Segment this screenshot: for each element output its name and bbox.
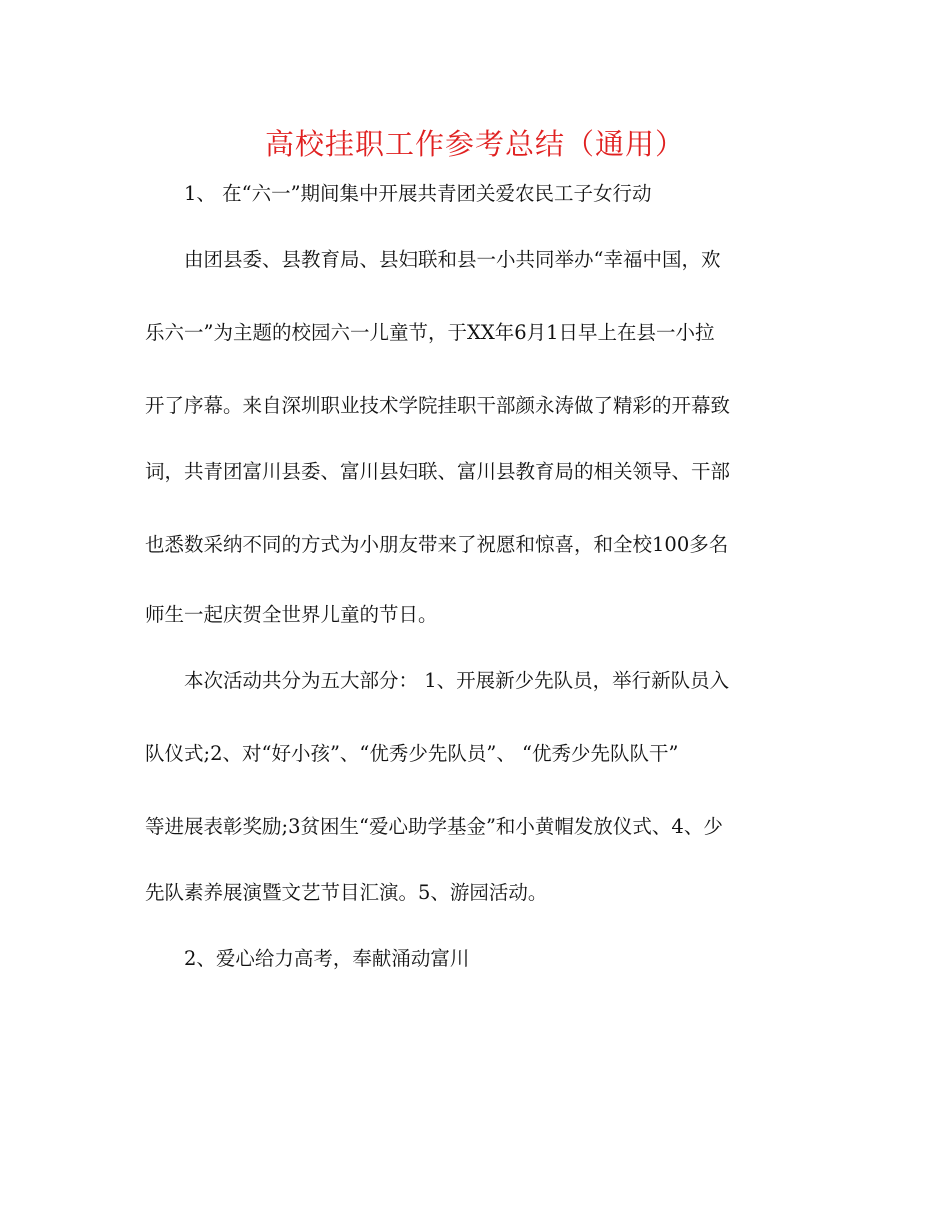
paragraph-line: 由团县委、县教育局、县妇联和县一小共同举办“幸福中国，欢 xyxy=(184,248,721,271)
document-title: 高校挂职工作参考总结（通用） xyxy=(264,127,685,161)
section-heading-2: 2、爱心给力高考，奉献涌动富川 xyxy=(184,947,470,970)
paragraph-line: 词，共青团富川县委、富川县妇联、富川县教育局的相关领导、干部 xyxy=(145,460,731,483)
paragraph-line: 先队素养展演暨文艺节目汇演。5、游园活动。 xyxy=(145,881,548,904)
paragraph-line: 也悉数采纳不同的方式为小朋友带来了祝愿和惊喜，和全校100多名 xyxy=(145,533,729,556)
section-heading-1: 1、 在“六一”期间集中开展共青团关爱农民工子女行动 xyxy=(184,182,652,205)
paragraph-line: 本次活动共分为五大部分： 1、开展新少先队员，举行新队员入 xyxy=(184,669,730,692)
paragraph-line: 乐六一”为主题的校园六一儿童节，于XX年6月1日早上在县一小拉 xyxy=(145,321,715,344)
paragraph-line: 等进展表彰奖励;3贫困生“爱心助学基金”和小黄帽发放仪式、4、少 xyxy=(145,815,723,838)
paragraph-line: 开了序幕。来自深圳职业技术学院挂职干部颜永涛做了精彩的开幕致 xyxy=(145,394,731,417)
paragraph-line: 师生一起庆贺全世界儿童的节日。 xyxy=(145,603,438,626)
paragraph-line: 队仪式;2、对“好小孩”、“优秀少先队员”、 “优秀少先队队干” xyxy=(145,742,679,765)
